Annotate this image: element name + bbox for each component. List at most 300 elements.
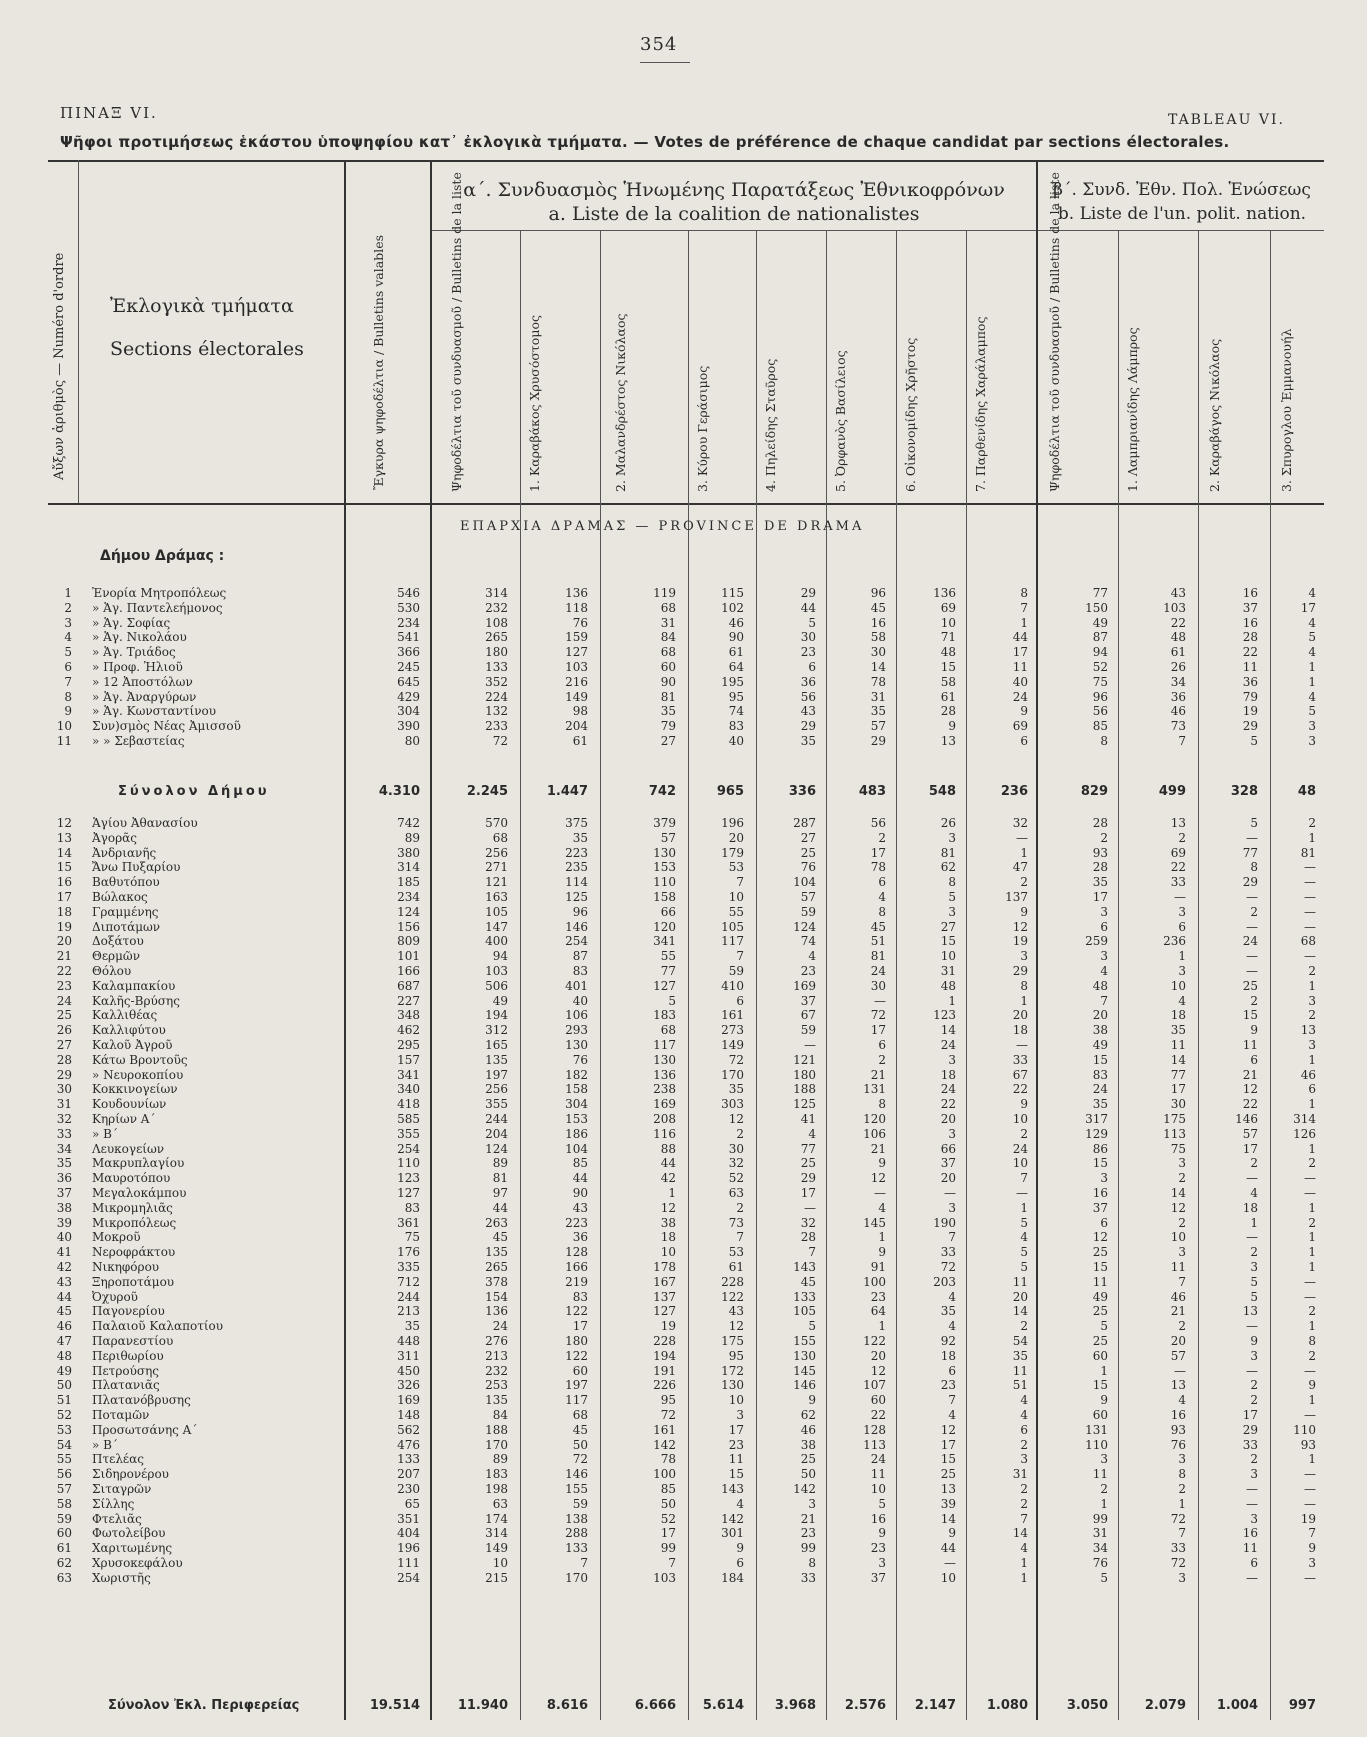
vote-cell: 3 — [1100, 949, 1108, 964]
vote-cell: 33 — [1170, 1541, 1186, 1556]
row-number: 19 — [56, 919, 72, 934]
vote-cell: 22 — [870, 1408, 886, 1422]
vote-cell: 117 — [721, 934, 744, 949]
vote-cell: 142 — [721, 1511, 744, 1526]
row-number: 20 — [56, 934, 72, 949]
vote-cell: 42 — [660, 1171, 676, 1186]
row-number: 45 — [56, 1304, 72, 1319]
vote-cell: 19 — [1242, 704, 1258, 719]
vote-cell: 77 — [1092, 586, 1108, 600]
vote-cell: 259 — [1085, 934, 1108, 949]
vote-cell: 182 — [565, 1067, 588, 1082]
vote-cell: 15 — [1092, 1260, 1108, 1274]
vote-cell: 18 — [940, 1067, 956, 1082]
row-number: 9 — [64, 704, 72, 719]
section-name: Βαθυτόπου — [92, 875, 160, 890]
vote-cell: 25 — [1242, 978, 1258, 993]
vote-cell: 390 — [397, 719, 420, 734]
vote-cell: 17 — [940, 1437, 956, 1452]
vote-cell: 2 — [1308, 1215, 1316, 1230]
vote-cell: 12 — [1170, 1200, 1186, 1215]
vote-cell: 65 — [404, 1496, 420, 1511]
vote-cell: — — [1304, 1274, 1316, 1289]
row-number: 27 — [56, 1038, 72, 1052]
vote-cell: 263 — [485, 1215, 508, 1230]
vote-cell: 18 — [1170, 1008, 1186, 1023]
vote-cell: — — [1304, 919, 1316, 934]
vote-cell: 191 — [653, 1363, 676, 1378]
vote-cell: 77 — [800, 1141, 816, 1156]
vote-cell: 107 — [863, 1378, 886, 1393]
vote-cell: 73 — [728, 1215, 744, 1230]
vote-cell: 44 — [1012, 630, 1028, 645]
vote-cell: 14 — [940, 1023, 956, 1038]
vote-cell: 7 — [668, 1556, 676, 1570]
vote-cell: 4 — [1308, 586, 1316, 600]
vote-cell: 17 — [660, 1526, 676, 1541]
vote-cell: 7 — [580, 1556, 588, 1570]
vote-cell: 8 — [878, 904, 886, 919]
section-name: Καλλιθέας — [92, 1008, 158, 1023]
vote-cell: 16 — [1242, 586, 1258, 600]
vote-cell: 3 — [1250, 1260, 1258, 1274]
vote-cell: 94 — [1092, 645, 1108, 660]
vote-cell: 103 — [1163, 600, 1186, 615]
section-name: Βώλακος — [92, 890, 148, 904]
vote-cell: 585 — [397, 1112, 420, 1126]
vote-cell: 50 — [800, 1467, 816, 1482]
vote-cell: 348 — [397, 1008, 420, 1023]
vote-cell: 11 — [1170, 1260, 1186, 1274]
vote-cell: 170 — [721, 1067, 744, 1082]
vote-cell: — — [1174, 890, 1186, 904]
row-number: 28 — [56, 1052, 72, 1067]
vote-cell: 3 — [1250, 1511, 1258, 1526]
vote-cell: 56 — [800, 689, 816, 704]
vote-cell: 99 — [660, 1541, 676, 1556]
vote-cell: 138 — [565, 1511, 588, 1526]
vote-cell: 30 — [728, 1141, 744, 1156]
vote-cell: 256 — [485, 845, 508, 860]
row-number: 37 — [56, 1186, 72, 1200]
vote-cell: 13 — [1170, 1378, 1186, 1393]
total-cell: 965 — [716, 784, 744, 799]
vote-cell: 49 — [1092, 1038, 1108, 1052]
vote-cell: 61 — [572, 734, 588, 748]
vote-cell: 12 — [1092, 1230, 1108, 1245]
vote-cell: 12 — [870, 1363, 886, 1378]
vote-cell: 9 — [1020, 904, 1028, 919]
vote-cell: 5 — [948, 890, 956, 904]
vote-cell: 24 — [1092, 1082, 1108, 1097]
col-divider — [896, 230, 897, 1720]
vote-cell: 77 — [660, 964, 676, 978]
row-number: 8 — [64, 689, 72, 704]
vote-cell: 11 — [1242, 1038, 1258, 1052]
vote-cell: 17 — [1300, 600, 1316, 615]
vote-cell: 10 — [1170, 978, 1186, 993]
vote-cell: 149 — [485, 1541, 508, 1556]
vote-cell: 54 — [1012, 1334, 1028, 1348]
vote-cell: 4 — [1178, 1393, 1186, 1408]
vote-cell: 3 — [948, 1200, 956, 1215]
vote-cell: 4 — [736, 1496, 744, 1511]
vote-cell: 3 — [878, 1556, 886, 1570]
vote-cell: 215 — [485, 1570, 508, 1585]
group-a-header — [436, 178, 1032, 226]
vote-cell: 72 — [940, 1260, 956, 1274]
vote-cell: 18 — [1012, 1023, 1028, 1038]
vote-cell: 32 — [1012, 816, 1028, 830]
vote-cell: 4 — [1308, 645, 1316, 660]
total-cell: 483 — [858, 784, 886, 799]
candidate-column-header: 2. Μαλανδρέστος Νικόλαος — [613, 313, 628, 492]
vote-cell: 10 — [940, 1570, 956, 1585]
vote-cell: — — [1304, 1363, 1316, 1378]
vote-cell: 418 — [397, 1097, 420, 1112]
vote-cell: 183 — [485, 1467, 508, 1482]
row-number: 42 — [56, 1260, 72, 1274]
candidate-column-header: 3. Σπυρογλου Ἐμμανουήλ — [1279, 328, 1294, 492]
vote-cell: 100 — [863, 1274, 886, 1289]
vote-cell: 2 — [878, 830, 886, 845]
vote-cell: 45 — [572, 1422, 588, 1437]
vote-cell: 135 — [485, 1052, 508, 1067]
row-number: 63 — [56, 1570, 72, 1585]
row-number: 46 — [56, 1319, 72, 1334]
vote-cell: 35 — [404, 1319, 420, 1334]
col-divider — [600, 230, 601, 1720]
vote-cell: 165 — [485, 1038, 508, 1052]
row-number: 22 — [56, 964, 72, 978]
vote-cell: 36 — [800, 674, 816, 689]
vote-cell: 15 — [728, 1467, 744, 1482]
vote-cell: 110 — [397, 1156, 420, 1171]
section-name: Μικρομηλιᾶς — [92, 1200, 173, 1215]
vote-cell: 106 — [863, 1126, 886, 1141]
col-divider — [688, 230, 689, 1720]
vote-cell: 273 — [721, 1023, 744, 1038]
vote-cell: 61 — [728, 645, 744, 660]
row-number: 21 — [56, 949, 72, 964]
vote-cell: 8 — [808, 1556, 816, 1570]
row-number: 32 — [56, 1112, 72, 1126]
vote-cell: 312 — [485, 1023, 508, 1038]
vote-cell: 8 — [1308, 1334, 1316, 1348]
vote-cell: 5 — [808, 1319, 816, 1334]
vote-cell: 81 — [1300, 845, 1316, 860]
vote-cell: 8 — [1250, 860, 1258, 875]
vote-cell: 335 — [397, 1260, 420, 1274]
vote-cell: 150 — [1085, 600, 1108, 615]
vote-cell: 87 — [572, 949, 588, 964]
vote-cell: — — [1304, 1482, 1316, 1496]
vote-cell: 25 — [800, 1452, 816, 1467]
row-number: 11 — [56, 734, 72, 748]
vote-cell: 375 — [565, 816, 588, 830]
vote-cell: 131 — [1085, 1422, 1108, 1437]
vote-cell: 196 — [721, 816, 744, 830]
vote-cell: 5 — [1250, 816, 1258, 830]
row-number: 29 — [56, 1067, 72, 1082]
vote-cell: 404 — [397, 1526, 420, 1541]
vote-cell: 234 — [397, 890, 420, 904]
vote-cell: 11 — [1012, 660, 1028, 674]
vote-cell: 30 — [800, 630, 816, 645]
vote-cell: 45 — [492, 1230, 508, 1245]
vote-cell: 29 — [800, 719, 816, 734]
section-name: Κηρίων Α΄ — [92, 1112, 156, 1126]
vote-cell: 20 — [940, 1171, 956, 1186]
vote-cell: — — [1304, 1467, 1316, 1482]
total-cell: 2.079 — [1144, 1698, 1186, 1713]
vote-cell: 132 — [485, 704, 508, 719]
section-name: Διποτάμων — [92, 919, 161, 934]
vote-cell: 103 — [653, 1570, 676, 1585]
vote-cell: 24 — [940, 1038, 956, 1052]
vote-cell: 57 — [1242, 1126, 1258, 1141]
vote-cell: 35 — [660, 704, 676, 719]
sections-header-french: Sections électorales — [110, 338, 304, 360]
vote-cell: 7 — [948, 1230, 956, 1245]
vote-cell: 8 — [1020, 586, 1028, 600]
total-cell: 236 — [1000, 784, 1028, 799]
vote-cell: 78 — [660, 1452, 676, 1467]
vote-cell: — — [874, 1186, 886, 1200]
vote-cell: 157 — [397, 1052, 420, 1067]
vote-cell: 135 — [485, 1245, 508, 1260]
vote-cell: — — [1304, 875, 1316, 890]
vote-cell: 6 — [878, 1038, 886, 1052]
group-b-title-greek: β΄. Συνδ. Ἐθν. Πολ. Ἑνώσεως — [1053, 180, 1311, 200]
vote-cell: 63 — [728, 1186, 744, 1200]
vote-cell: 28 — [1242, 630, 1258, 645]
total-cell: 3.968 — [774, 1698, 816, 1713]
vote-cell: 153 — [653, 860, 676, 875]
vote-cell: 156 — [397, 919, 420, 934]
vote-cell: — — [944, 1556, 956, 1570]
col-divider — [1198, 230, 1199, 1720]
table-label-french: TABLEAU VI. — [1168, 112, 1285, 128]
vote-cell: 147 — [485, 919, 508, 934]
vote-cell: 146 — [1235, 1112, 1258, 1126]
vote-cell: 340 — [397, 1082, 420, 1097]
table-label-greek: ΠΙΝΑΞ VI. — [60, 104, 158, 122]
vote-cell: 16 — [1242, 1526, 1258, 1541]
vote-cell: 3 — [1100, 904, 1108, 919]
vote-cell: 170 — [565, 1570, 588, 1585]
vote-cell: 16 — [870, 615, 886, 630]
vote-cell: 96 — [870, 586, 886, 600]
header-bottom-rule — [48, 503, 1324, 505]
vote-cell: 170 — [485, 1437, 508, 1452]
total-cell: 499 — [1158, 784, 1186, 799]
vote-cell: 25 — [1092, 1334, 1108, 1348]
vote-cell: 1 — [878, 1230, 886, 1245]
vote-cell: 228 — [653, 1334, 676, 1348]
vote-cell: 25 — [940, 1467, 956, 1482]
row-number: 57 — [56, 1482, 72, 1496]
vote-cell: 133 — [397, 1452, 420, 1467]
section-name: » Προφ. Ἠλιοῦ — [92, 660, 183, 674]
vote-cell: 35 — [940, 1304, 956, 1319]
vote-cell: — — [874, 993, 886, 1008]
candidate-column-header: 1. Καραβάκος Χρυσόστομος — [527, 315, 542, 492]
vote-cell: 53 — [728, 1245, 744, 1260]
row-number: 2 — [64, 600, 72, 615]
vote-cell: 228 — [721, 1274, 744, 1289]
vote-cell: 36 — [1242, 674, 1258, 689]
vote-cell: 80 — [404, 734, 420, 748]
vote-cell: 1 — [1308, 830, 1316, 845]
vote-cell: — — [1246, 919, 1258, 934]
vote-cell: 81 — [492, 1171, 508, 1186]
row-number: 39 — [56, 1215, 72, 1230]
vote-cell: 57 — [800, 890, 816, 904]
vote-cell: 7 — [1178, 734, 1186, 748]
vote-cell: 50 — [572, 1437, 588, 1452]
vote-cell: 15 — [940, 1452, 956, 1467]
vote-cell: — — [1246, 1570, 1258, 1585]
vote-cell: 79 — [1242, 689, 1258, 704]
vote-cell: 22 — [1242, 645, 1258, 660]
vote-cell: 1 — [948, 993, 956, 1008]
vote-cell: 448 — [397, 1334, 420, 1348]
vote-cell: — — [1304, 1496, 1316, 1511]
vote-cell: 17 — [870, 1023, 886, 1038]
vote-cell: 36 — [1170, 689, 1186, 704]
section-name: Φωτολείβου — [92, 1526, 166, 1541]
total-cell: 336 — [788, 784, 816, 799]
vote-cell: 31 — [940, 964, 956, 978]
vote-cell: 46 — [800, 1422, 816, 1437]
page-number-rule — [640, 62, 690, 63]
row-number: 49 — [56, 1363, 72, 1378]
vote-cell: 4 — [1020, 1393, 1028, 1408]
vote-cell: 226 — [653, 1378, 676, 1393]
vote-cell: 127 — [653, 978, 676, 993]
vote-cell: 10 — [870, 1482, 886, 1496]
vote-cell: 227 — [397, 993, 420, 1008]
section-name: Ἁγίου Ἀθανασίου — [92, 816, 198, 830]
vote-cell: 2 — [1178, 1482, 1186, 1496]
section-name: » Ἁγ. Ἀναργύρων — [92, 689, 197, 704]
vote-cell: 103 — [485, 964, 508, 978]
vote-cell: 361 — [397, 1215, 420, 1230]
vote-cell: — — [1304, 1408, 1316, 1422]
row-number: 40 — [56, 1230, 72, 1245]
section-name: » Β΄ — [92, 1437, 118, 1452]
vote-cell: 76 — [572, 1052, 588, 1067]
vote-cell: 2 — [1178, 1215, 1186, 1230]
vote-cell: 149 — [565, 689, 588, 704]
vote-cell: 78 — [870, 860, 886, 875]
vote-cell: 55 — [728, 904, 744, 919]
vote-cell: 58 — [870, 630, 886, 645]
vote-cell: 1 — [1178, 1496, 1186, 1511]
vote-cell: 506 — [485, 978, 508, 993]
vote-cell: 127 — [397, 1186, 420, 1200]
vote-cell: 43 — [572, 1200, 588, 1215]
vote-cell: 3 — [948, 904, 956, 919]
vote-cell: 17 — [870, 845, 886, 860]
vote-cell: 183 — [653, 1008, 676, 1023]
vote-cell: 145 — [863, 1215, 886, 1230]
section-name: » » Σεβαστείας — [92, 734, 185, 748]
vote-cell: 232 — [485, 1363, 508, 1378]
vote-cell: 76 — [1170, 1437, 1186, 1452]
group-b-underline — [1038, 230, 1324, 231]
vote-cell: 11 — [1092, 1274, 1108, 1289]
vote-cell: 2 — [1178, 830, 1186, 845]
vote-cell: 9 — [948, 1526, 956, 1541]
vote-cell: 159 — [565, 630, 588, 645]
vote-cell: 125 — [793, 1097, 816, 1112]
row-number: 44 — [56, 1289, 72, 1304]
vote-cell: 9 — [1308, 1378, 1316, 1393]
vote-cell: 4 — [948, 1408, 956, 1422]
candidate-column-header: 5. Ὀρφανὸς Βασίλειος — [833, 350, 848, 492]
candidate-column-header: 1. Λαμπριανίδης Λάμπρος — [1125, 327, 1140, 492]
total-cell: 48 — [1297, 784, 1316, 799]
vote-cell: 45 — [800, 1274, 816, 1289]
row-number: 36 — [56, 1171, 72, 1186]
vote-cell: 35 — [1170, 1023, 1186, 1038]
vote-cell: 14 — [1012, 1304, 1028, 1319]
row-number: 34 — [56, 1141, 72, 1156]
vote-cell: 166 — [397, 964, 420, 978]
vote-cell: 8 — [878, 1097, 886, 1112]
vote-cell: 17 — [1092, 890, 1108, 904]
vote-cell: 111 — [397, 1556, 420, 1570]
vote-cell: 276 — [485, 1334, 508, 1348]
vote-cell: 28 — [940, 704, 956, 719]
vote-cell: 197 — [565, 1378, 588, 1393]
vote-cell: 67 — [800, 1008, 816, 1023]
section-name: Καλῆς-Βρύσης — [92, 993, 180, 1008]
vote-cell: 1 — [1250, 1215, 1258, 1230]
vote-cell: 293 — [565, 1023, 588, 1038]
vote-cell: 110 — [1085, 1437, 1108, 1452]
vote-cell: 74 — [728, 704, 744, 719]
vote-cell: 3 — [1178, 1156, 1186, 1171]
vote-cell: 83 — [1092, 1067, 1108, 1082]
vote-cell: 175 — [721, 1334, 744, 1348]
vote-cell: 37 — [1092, 1200, 1108, 1215]
vote-cell: 219 — [565, 1274, 588, 1289]
vote-cell: 809 — [397, 934, 420, 949]
row-number: 16 — [56, 875, 72, 890]
vote-cell: 1 — [1178, 949, 1186, 964]
vote-cell: 60 — [660, 660, 676, 674]
section-name: » Β΄ — [92, 1126, 118, 1141]
vote-cell: 143 — [793, 1260, 816, 1274]
vote-cell: 3 — [1100, 1452, 1108, 1467]
vote-cell: 126 — [1293, 1126, 1316, 1141]
vote-cell: 2 — [1020, 1126, 1028, 1141]
vote-cell: 352 — [485, 674, 508, 689]
vote-cell: 130 — [653, 845, 676, 860]
vote-cell: 1 — [1308, 1452, 1316, 1467]
total-cell: 5.614 — [702, 1698, 744, 1713]
vote-cell: 271 — [485, 860, 508, 875]
vote-cell: 2 — [1308, 1348, 1316, 1363]
vote-cell: 31 — [870, 689, 886, 704]
vote-cell: 530 — [397, 600, 420, 615]
section-name: Νεροφράκτου — [92, 1245, 176, 1260]
vote-cell: — — [1246, 1482, 1258, 1496]
vote-cell: 234 — [397, 615, 420, 630]
